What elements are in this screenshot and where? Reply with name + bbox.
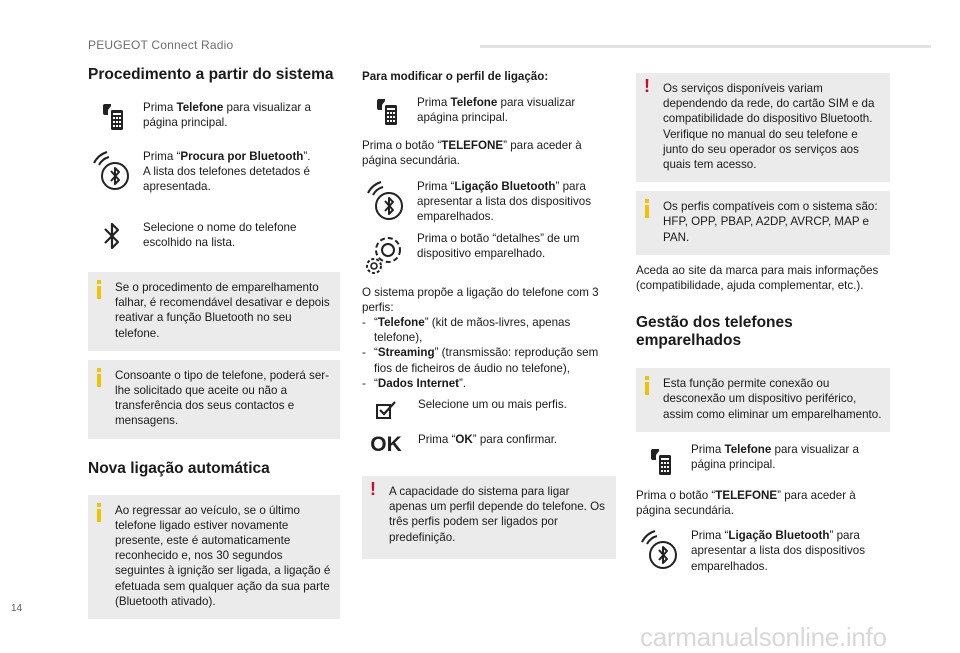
step-text: ” para apresentar a lista dos dispositivos emparelhados. xyxy=(417,179,591,224)
step-text: Selecione o nome do telefone escolhido na lista. xyxy=(143,221,297,250)
step-text: para visualizar a página principal. xyxy=(691,442,859,472)
list-item: - “Dados Internet”. xyxy=(362,376,616,391)
para-text: Prima o botão “ xyxy=(362,139,442,153)
subheading-modify-profile: Para modificar o perfil de ligação: xyxy=(362,70,549,83)
column-middle xyxy=(362,66,616,559)
note-text: Ao regressar ao veículo, se o último telefone ligado estiver novamente presente, este é automaticamente reconhecido e, nos 30 segundos seguintes à ignição ser ligada, a ligação é efetuada sem qualquer ação da sua parte (Bluetooth ativado). xyxy=(115,503,331,608)
step-bold: Ligação Bluetooth xyxy=(728,529,830,543)
step-text: Prima xyxy=(143,101,177,114)
step-bluetooth-link xyxy=(362,179,616,225)
note-text: Consoante o tipo de telefone, poderá ser-lhe solicitado que aceite ou não a transferência dos seus contactos e mensagens. xyxy=(115,368,329,428)
info-icon xyxy=(645,376,649,395)
list-item: - “Telefone” (kit de mãos-livres, apenas telefone), xyxy=(362,315,616,345)
step-text: para visualizar apágina principal. xyxy=(417,96,576,125)
step-text: Prima o botão “detalhes” de um dispositivo emparelhado. xyxy=(417,231,580,260)
warning-note xyxy=(636,73,890,182)
step-details xyxy=(362,231,616,277)
info-icon xyxy=(97,368,101,387)
step-text: ” para confirmar. xyxy=(472,433,558,447)
step-phone xyxy=(362,92,616,132)
list-item: - “Streaming” (transmissão: reprodução sem fios de ficheiros de áudio no telefone), xyxy=(362,345,616,375)
checkbox-icon xyxy=(366,397,406,423)
phone-icon xyxy=(642,442,682,482)
phone-icon xyxy=(368,92,408,132)
step-bold: Telefone xyxy=(724,442,772,456)
paragraph-brand-site: Aceda ao site da marca para mais informações (compatibilidade, ajuda complementar, etc.). xyxy=(636,263,879,293)
info-icon xyxy=(645,199,649,218)
step-phone xyxy=(636,442,890,482)
info-note xyxy=(88,272,340,351)
step-text: para visualizar a página principal. xyxy=(143,101,311,130)
step-text: Prima “ xyxy=(691,529,729,543)
column-right xyxy=(636,66,890,574)
section-heading-auto-connect: Nova ligação automática xyxy=(88,459,270,477)
phone-icon xyxy=(94,97,134,137)
header-divider xyxy=(480,45,931,48)
step-select-phone xyxy=(88,218,340,254)
info-note xyxy=(636,191,890,255)
bluetooth-search-icon xyxy=(364,179,406,225)
step-text: ” para apresentar a lista dos dispositivos emparelhados. xyxy=(691,529,865,573)
step-text: A lista dos telefones detetados é apresentada. xyxy=(143,165,310,194)
info-note xyxy=(636,368,890,432)
info-note xyxy=(88,495,340,619)
step-bold: OK xyxy=(455,433,473,447)
warning-icon: ! xyxy=(644,76,650,96)
profile-list xyxy=(362,315,616,391)
column-left xyxy=(88,66,340,619)
step-bold: Telefone xyxy=(176,101,224,114)
page-number: 14 xyxy=(11,603,23,614)
step-phone xyxy=(88,97,340,137)
step-bold: Procura por Bluetooth xyxy=(180,150,304,163)
paragraph-secondary-page xyxy=(362,138,616,168)
warning-note xyxy=(362,476,616,559)
note-text: Esta função permite conexão ou desconexão um dispositivo periférico, assim como eliminar um emparelhamento. xyxy=(663,377,882,421)
note-text: Os perfis compatíveis com o sistema são: HFP, OPP, PBAP, A2DP, AVRCP, MAP e PAN. xyxy=(663,200,878,244)
step-bluetooth-search xyxy=(88,149,340,195)
step-text: Prima “ xyxy=(418,433,456,447)
bluetooth-search-icon xyxy=(90,149,132,195)
header-title: PEUGEOT Connect Radio xyxy=(88,38,234,52)
bluetooth-search-icon xyxy=(638,528,680,574)
step-confirm xyxy=(362,430,616,460)
gear-details-icon xyxy=(364,231,406,277)
step-text: Selecione um ou mais perfis. xyxy=(418,398,567,412)
watermark: carmanualsonline.info xyxy=(640,622,887,652)
section-heading-paired-phones: Gestão dos telefones emparelhados xyxy=(636,314,793,350)
para-bold: TELEFONE xyxy=(441,139,504,153)
bluetooth-icon xyxy=(92,218,132,254)
ok-icon: OK xyxy=(370,433,402,457)
info-icon xyxy=(97,503,101,522)
para-text: Prima o botão “ xyxy=(636,488,716,502)
note-text: Os serviços disponíveis variam dependendo da rede, do cartão SIM e da compatibilidade do dispositivo Bluetooth. Verifique no manual do seu telefone e junto do seu operador os serviços aos quais tem acesso. xyxy=(663,82,875,172)
step-bold: Ligação Bluetooth xyxy=(454,179,556,193)
para-text: ” para aceder à página secundária. xyxy=(636,488,856,518)
step-text: Prima “ xyxy=(417,179,455,193)
step-select-profiles xyxy=(362,397,616,423)
para-bold: TELEFONE xyxy=(715,488,778,502)
step-text: ”. xyxy=(303,150,311,163)
warning-icon: ! xyxy=(370,479,376,500)
info-note xyxy=(88,360,340,439)
info-icon xyxy=(97,280,101,299)
step-bluetooth-link xyxy=(636,528,890,574)
note-text: Se o procedimento de emparelhamento falhar, é recomendável desativar e depois reativar a função Bluetooth no seu telefone. xyxy=(115,281,330,340)
paragraph-profiles: O sistema propõe a ligação do telefone com 3 perfis: xyxy=(362,285,599,314)
section-heading-procedure: Procedimento a partir do sistema xyxy=(88,66,334,83)
para-text: ” para aceder à página secundária. xyxy=(362,139,582,168)
step-bold: Telefone xyxy=(450,96,498,110)
step-text: Prima “ xyxy=(143,150,181,163)
step-text: Prima xyxy=(417,96,451,110)
step-text: Prima xyxy=(691,442,725,456)
paragraph-secondary-page xyxy=(636,488,890,518)
note-text: A capacidade do sistema para ligar apenas um perfil depende do telefone. Os três perfis podem ser ligados por predefinição. xyxy=(389,485,605,544)
